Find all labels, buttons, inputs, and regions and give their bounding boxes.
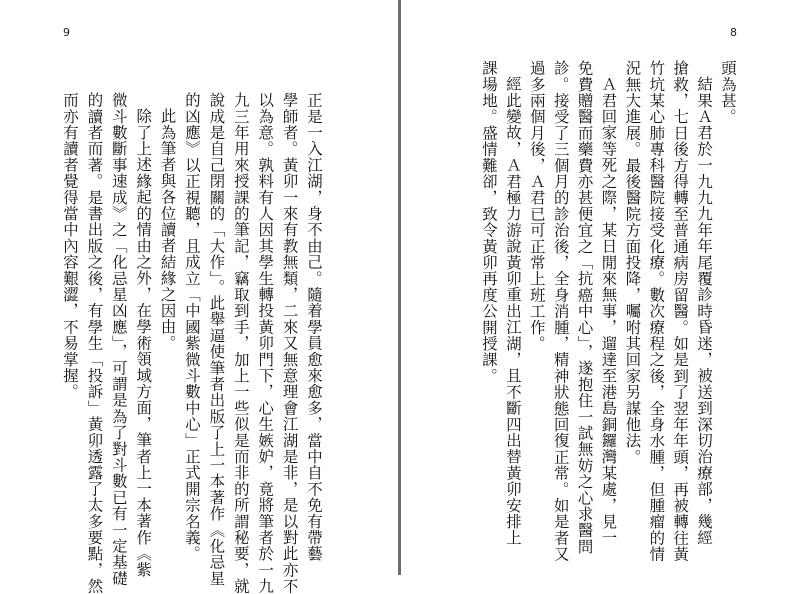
text-column: 而亦有讀者覺得當中內容艱澀，不易掌握。 xyxy=(61,92,79,400)
text-column: 以為意。孰料有人因其學生轉投黃卯門下，心生嫉妒，竟將筆者於一九 xyxy=(256,92,275,594)
text-column: 搶救，七日後方得轉至普通病房留醫。如是到了翌年年頭，再被轉往黃 xyxy=(671,60,690,563)
text-column: 此為筆者與各位讀者結緣之因由。 xyxy=(158,108,177,351)
text-column: 頭為甚。 xyxy=(719,60,737,125)
text-column: Ａ君回家等死之際，某日閒來無事，遛達至港島銅鑼灣某處，見一 xyxy=(599,76,618,546)
right-page xyxy=(401,0,800,575)
text-column: 經此變故，Ａ君極力游說黃卯重出江湖，且不斷四出替黃卯安排上 xyxy=(503,76,522,546)
text-column: 課場地。盛情難卻，致令黃卯再度公開授課。 xyxy=(480,60,498,384)
text-column: 況無大進展。最後醫院方面投降，囑咐其回家另謀他法。 xyxy=(623,60,642,465)
text-column: 說成是自己閉關的「大作」。此舉逼使筆者出版了上一本著作《化忌星 xyxy=(207,92,226,587)
text-column: 過多兩個月後，Ａ君已可正常上班工作。 xyxy=(527,60,546,352)
left-page xyxy=(0,0,399,594)
left-page-number: 9 xyxy=(63,26,70,39)
text-column: 結果Ａ君於一九九九年年尾覆診時昏迷，被送到深切治療部，幾經 xyxy=(695,76,714,546)
text-column: 微斗數斷事速成》之「化忌星凶應」，可謂是為了對斗數已有一定基礎 xyxy=(109,92,128,587)
right-page-number: 8 xyxy=(730,26,737,39)
text-column: 除了上述緣起的情由之外，在學術領域方面，筆者上一本著作《紫 xyxy=(134,108,153,578)
text-column: 診。接受了三個月的診治後，全身消腫，精神狀態回復正常。如是者又 xyxy=(551,60,570,563)
text-column: 的凶應》以正視聽，且成立「中國紫微斗數中心」正式開宗名義。 xyxy=(183,92,201,562)
text-column: 免費贈醫而藥費亦甚便宜之「抗癌中心」，遂抱住一試無妨之心求醫問 xyxy=(575,60,594,555)
text-column: 九三年用來授課的筆記，竊取到手，加上一些似是而非的所謂秘要，就 xyxy=(231,92,250,594)
text-column: 竹坑某心肺專科醫院接受化療。數次療程之後，全身水腫，但腫瘤的情 xyxy=(647,60,666,563)
text-column: 學師者。黃卯一來有教無類，二來又無意理會江湖是非，是以對此亦不 xyxy=(280,92,299,594)
text-column: 的讀者而著。是書出版之後，有學生「投訴」黃卯透露了太多要點，然 xyxy=(85,92,104,594)
text-column: 正是一入江湖，身不由己。隨着學員愈來愈多，當中自不免有帶藝 xyxy=(305,92,323,562)
